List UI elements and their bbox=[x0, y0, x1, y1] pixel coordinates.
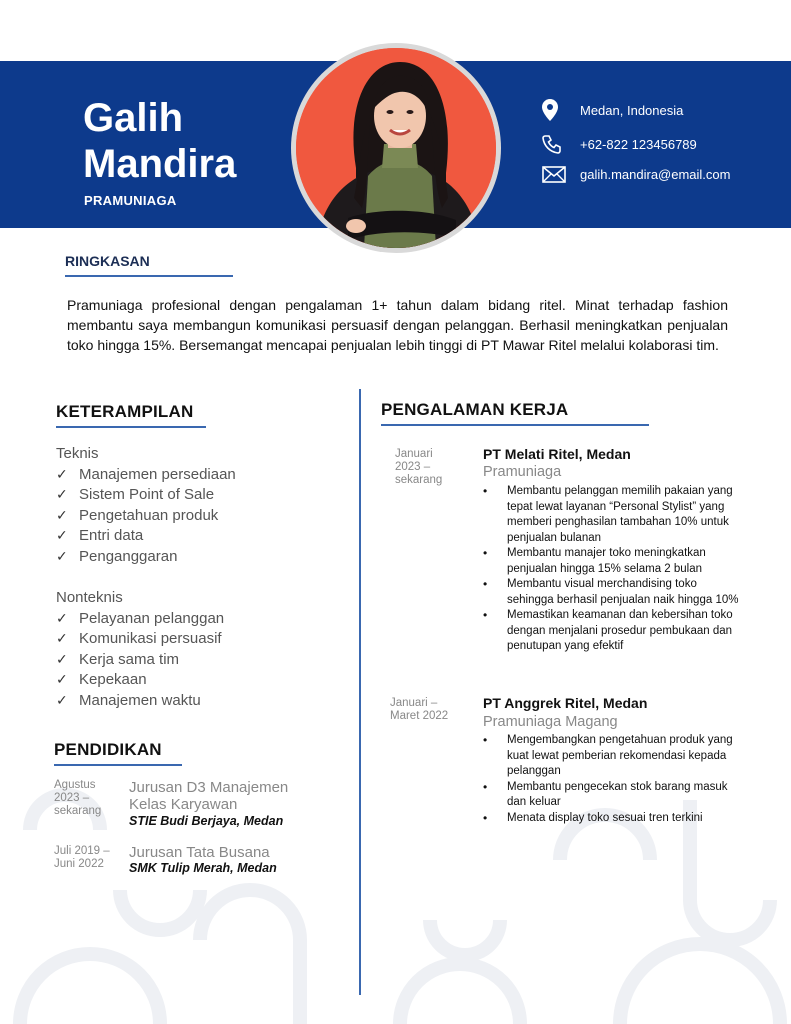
experience-underline bbox=[381, 424, 649, 426]
check-icon: ✓ bbox=[56, 465, 68, 482]
list-item: • Membantu visual merchandising toko sehingga berhasil penjualan naik hingga 10% bbox=[483, 577, 745, 608]
education-title: PENDIDIKAN bbox=[54, 740, 162, 759]
list-item: • Membantu pengecekan stok barang masuk dan keluar bbox=[483, 780, 745, 811]
skills-underline bbox=[56, 426, 206, 428]
email-text[interactable]: galih.mandira@email.com bbox=[580, 166, 731, 182]
location-pin-icon bbox=[542, 99, 568, 121]
list-item: ✓ Kerja sama tim bbox=[56, 650, 180, 668]
job-date: Januari 2023 – sekarang bbox=[395, 448, 443, 486]
job-date: Januari – Maret 2022 bbox=[390, 697, 449, 722]
technical-skills-heading: Teknis bbox=[56, 445, 99, 462]
envelope-icon bbox=[542, 163, 568, 185]
skills-title: KETERAMPILAN bbox=[56, 402, 194, 421]
education-date: Agustus 2023 – sekarang bbox=[54, 779, 102, 817]
check-icon: ✓ bbox=[56, 650, 68, 667]
list-item: ✓ Entri data bbox=[56, 527, 144, 545]
job-responsibilities bbox=[483, 733, 745, 826]
last-name: Mandira bbox=[83, 142, 237, 186]
check-icon: ✓ bbox=[56, 691, 68, 708]
contact-email bbox=[542, 163, 730, 185]
column-divider bbox=[359, 389, 361, 995]
list-item: ✓ Sistem Point of Sale bbox=[56, 486, 215, 504]
summary-underline bbox=[65, 275, 233, 277]
job-position: Pramuniaga bbox=[483, 464, 562, 480]
check-icon: ✓ bbox=[56, 671, 68, 688]
check-icon: ✓ bbox=[56, 630, 68, 647]
list-item: ✓ Pengetahuan produk bbox=[56, 506, 219, 524]
education-school: STIE Budi Berjaya, Medan bbox=[129, 814, 284, 828]
list-item: • Menata display toko sesuai tren terkini bbox=[483, 811, 745, 827]
contact-location bbox=[542, 99, 683, 121]
job-position: Pramuniaga Magang bbox=[483, 714, 618, 730]
list-item: ✓ Komunikasi persuasif bbox=[56, 630, 222, 648]
list-item: ✓ Manajemen persediaan bbox=[56, 465, 236, 483]
list-item: ✓ Pelayanan pelanggan bbox=[56, 609, 225, 627]
list-item: ✓ Kepekaan bbox=[56, 671, 147, 689]
job-company: PT Melati Ritel, Medan bbox=[483, 446, 631, 462]
summary-text: Pramuniaga profesional dengan pengalaman 1+ tahun dalam bidang ritel. Minat terhadap fashion membantu saya membangun komunikasi persuasif dengan pelanggan. Berhasil meningkatkan penjualan toko hingga 15%. Bersemangat mencapai penjualan lebih tinggi di PT Mawar Ritel melalui kolaborasi tim. bbox=[67, 297, 728, 353]
summary-title: RINGKASAN bbox=[65, 253, 150, 269]
profile-photo bbox=[296, 48, 496, 248]
soft-skills-heading: Nonteknis bbox=[56, 589, 123, 606]
location-text: Medan, Indonesia bbox=[580, 102, 684, 118]
portrait-illustration bbox=[296, 48, 496, 248]
contact-phone bbox=[542, 133, 697, 155]
education-school: SMK Tulip Merah, Medan bbox=[129, 861, 277, 875]
first-name: Galih bbox=[83, 96, 184, 140]
check-icon: ✓ bbox=[56, 506, 68, 523]
check-icon: ✓ bbox=[56, 527, 68, 544]
list-item: • Membantu pelanggan memilih pakaian yang tepat lewat layanan “Personal Stylist” yang memberi penghasilan tambahan 10% untuk penjualan bulanan bbox=[483, 484, 745, 546]
list-item: • Membantu manajer toko meningkatkan penjualan hingga 15% selama 2 bulan bbox=[483, 546, 745, 577]
check-icon: ✓ bbox=[56, 609, 68, 626]
check-icon: ✓ bbox=[56, 486, 68, 503]
candidate-name bbox=[83, 95, 303, 187]
education-degree: Jurusan D3 Manajemen Kelas Karyawan bbox=[129, 779, 289, 813]
education-degree: Jurusan Tata Busana bbox=[129, 844, 270, 861]
job-company: PT Anggrek Ritel, Medan bbox=[483, 695, 648, 711]
phone-icon bbox=[542, 133, 568, 155]
check-icon: ✓ bbox=[56, 547, 68, 564]
list-item: • Memastikan keamanan dan kebersihan toko dengan menjalani prosedur pembukaan dan penutupan yang efektif bbox=[483, 608, 745, 655]
job-responsibilities bbox=[483, 484, 745, 655]
education-date: Juli 2019 – Juni 2022 bbox=[54, 845, 110, 870]
list-item: • Mengembangkan pengetahuan produk yang kuat lewat pemberian rekomendasi kepada pelanggan bbox=[483, 733, 745, 780]
soft-skills-list bbox=[56, 608, 224, 711]
list-item: ✓ Manajemen waktu bbox=[56, 691, 201, 709]
job-role: PRAMUNIAGA bbox=[84, 193, 177, 208]
phone-text[interactable]: +62-822 123456789 bbox=[580, 136, 697, 152]
experience-title: PENGALAMAN KERJA bbox=[381, 400, 569, 419]
technical-skills-list bbox=[56, 464, 236, 567]
list-item: ✓ Penganggaran bbox=[56, 547, 178, 565]
education-underline bbox=[54, 764, 182, 766]
